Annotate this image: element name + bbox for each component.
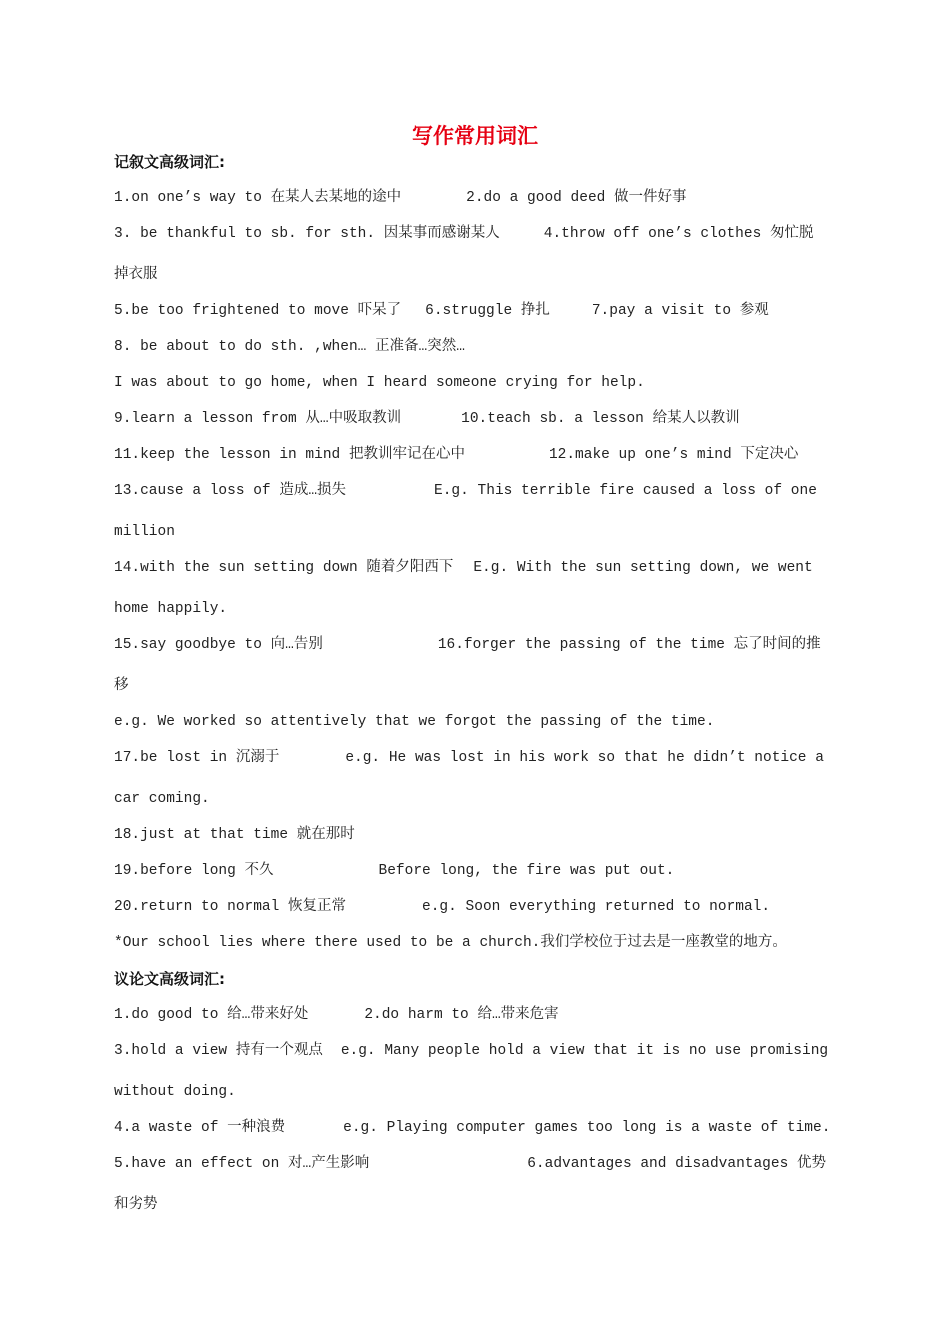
vocab-line: 14.with the sun setting down 随着夕阳西下 E.g. With the sun setting down, we went [114,560,813,576]
vocab-line: 3.hold a view 持有一个观点 e.g. Many people hold a view that it is no use promising [114,1043,829,1059]
vocab-line: 5.have an effect on 对…产生影响 6.advantages and disadvantages 优势 [114,1156,826,1172]
vocab-line: 19.before long 不久 Before long, the fire was put out. [114,863,675,879]
vocab-line: 1.do good to 给…带来好处 2.do harm to 给…带来危害 [114,1007,559,1023]
section-heading-argumentative: 议论文高级词汇: [114,970,225,988]
vocab-line: 3. be thankful to sb. for sth. 因某事而感谢某人 4.throw off one’s clothes 匆忙脱 [114,226,814,242]
vocab-line: million [114,524,175,540]
vocab-line: 4.a waste of 一种浪费 e.g. Playing computer games too long is a waste of time. [114,1120,831,1136]
vocab-line: 18.just at that time 就在那时 [114,827,355,843]
vocab-line: 掉衣服 [114,267,158,283]
vocab-line: 5.be too frightened to move 吓呆了 6.struggle 挣扎 7.pay a visit to 参观 [114,303,769,319]
vocab-line: without doing. [114,1084,236,1100]
vocab-line: 11.keep the lesson in mind 把教训牢记在心中 12.make up one’s mind 下定决心 [114,447,799,463]
page-title: 写作常用词汇 [412,123,538,148]
vocab-line: 17.be lost in 沉溺于 e.g. He was lost in his work so that he didn’t notice a [114,750,824,766]
vocab-line: 20.return to normal 恢复正常 e.g. Soon everything returned to normal. [114,899,771,915]
vocab-line: *Our school lies where there used to be a church.我们学校位于过去是一座教堂的地方。 [114,935,787,951]
vocab-line: 8. be about to do sth. ,when… 正准备…突然… [114,339,465,355]
vocab-line: 9.learn a lesson from 从…中吸取教训 10.teach sb. a lesson 给某人以教训 [114,411,740,427]
vocab-line: 1.on one’s way to 在某人去某地的途中 2.do a good deed 做一件好事 [114,190,687,206]
vocab-line: e.g. We worked so attentively that we forgot the passing of the time. [114,714,715,730]
vocab-line: car coming. [114,791,210,807]
vocab-line: I was about to go home, when I heard someone crying for help. [114,375,645,391]
vocab-line: 13.cause a loss of 造成…损失 E.g. This terrible fire caused a loss of one [114,483,817,499]
vocab-line: 15.say goodbye to 向…告别 16.forger the passing of the time 忘了时间的推 [114,637,821,653]
vocab-line: home happily. [114,601,228,617]
vocab-line: 和劣势 [114,1197,158,1213]
section-heading-narrative: 记叙文高级词汇: [114,153,225,171]
vocab-line: 移 [114,678,129,694]
